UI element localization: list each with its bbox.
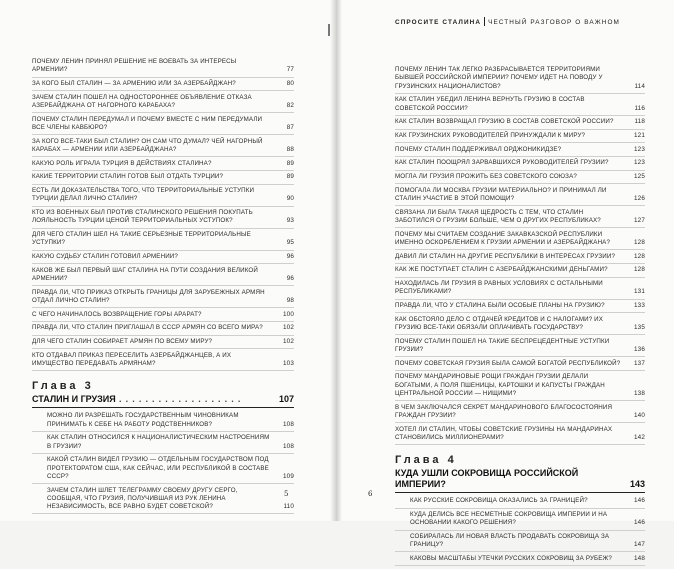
chapter-3-title: СТАЛИН И ГРУЗИЯ bbox=[32, 394, 116, 405]
toc-entry[interactable] bbox=[32, 487, 294, 515]
toc-entry-page: 135 bbox=[634, 324, 645, 331]
toc-entry[interactable] bbox=[395, 253, 645, 264]
toc-entry-title: ЗАЧЕМ СТАЛИН ШЛЕТ ТЕЛЕГРАММУ СВОЕМУ ДРУГУ СЕРГО, СООБЩАЯ, ЧТО ГРУЗИЯ, ПОЛУЧИВШАЯ ИЗ РУК ЛЕНИНА НЕЗАВИСИМОСТЬ, ВСЕ РАВНО БУДЕТ СОВЕТСКОЙ? bbox=[47, 486, 238, 511]
toc-entry-title: КАКОЙ СТАЛИН ВИДЕЛ ГРУЗИЮ — ОТДЕЛЬНЫМ ГОСУДАРСТВОМ ПОД ПРОТЕКТОРАТОМ США, КАК СЕЙЧАС, ИЛИ РЕСПУБЛИКОЙ В СОСТАВЕ СССР? bbox=[47, 456, 269, 480]
toc-entry-title: ДЛЯ ЧЕГО СТАЛИН СОБИРАЕТ АРМЯН ПО ВСЕМУ МИРУ? bbox=[32, 337, 213, 345]
toc-entry[interactable] bbox=[395, 316, 645, 336]
toc-entry-page: 140 bbox=[634, 411, 645, 419]
toc-entry[interactable] bbox=[32, 187, 294, 207]
toc-entry[interactable] bbox=[32, 80, 294, 91]
toc-entry-page: 80 bbox=[286, 79, 294, 87]
toc-entry-page: 148 bbox=[634, 554, 645, 562]
toc-entry[interactable] bbox=[395, 426, 645, 446]
toc-entry[interactable] bbox=[32, 209, 294, 229]
toc-entry-page: 90 bbox=[286, 195, 294, 203]
toc-entry-title: КАК СТАЛИН ВОЗВРАЩАЛ ГРУЗИЮ В СОСТАВ СОВЕТСКОЙ РОССИИ? bbox=[395, 118, 614, 126]
toc-entry-page: 88 bbox=[286, 145, 294, 153]
toc-entry-page: 103 bbox=[283, 359, 294, 367]
chapter-4-title: КУДА УШЛИ СОКРОВИЩА РОССИЙСКОЙ ИМПЕРИИ? bbox=[395, 468, 579, 490]
toc-entry-title: КАКОВЫ МАСШТАБЫ УТЕЧКИ РУССКИХ СОКРОВИЩ ЗА РУБЕЖ? bbox=[410, 554, 612, 562]
toc-entry-title: КАК ОБСТОЯЛО ДЕЛО С ОТДАЧЕЙ КРЕДИТОВ И С НАЛОГАМИ? ИХ ГРУЗИЮ ВСЕ-ТАКИ ОБЯЗАЛИ ОПЛАЧИВАТЬ ГОСУДАРСТВУ? bbox=[395, 315, 604, 331]
toc-entry-title: МОЖНО ЛИ РАЗРЕШАТЬ ГОСУДАРСТВЕННЫМ ЧИНОВНИКАМ ПРИНИМАТЬ К СЕБЕ НА РАБОТУ РОДСТВЕННИКОВ? bbox=[47, 412, 239, 428]
toc-entry[interactable] bbox=[32, 434, 294, 454]
toc-entry[interactable] bbox=[395, 209, 645, 229]
running-head-separator bbox=[484, 17, 485, 26]
toc-entry-title: СВЯЗАНА ЛИ БЫЛА ТАКАЯ ЩЕДРОСТЬ С ТЕМ, ЧТО СТАЛИН ЗАБОТИЛСЯ О ГРУЗИИ БОЛЬШЕ, ЧЕМ О ДРУГИХ РЕСПУБЛИКАХ? bbox=[395, 208, 601, 224]
toc-entry-title: ЗАЧЕМ СТАЛИН ПОШЕЛ НА ОДНОСТОРОННЕЕ ОБЪЯВЛЕНИЕ ОТКАЗА АЗЕРБАЙДЖАНА ОТ НАГОРНОГО КАРАБАХА? bbox=[32, 93, 252, 109]
toc-entry-page: 116 bbox=[634, 104, 645, 112]
toc-entry[interactable] bbox=[32, 311, 294, 322]
toc-entry-title: ПОЧЕМУ СТАЛИН ПОДДЕРЖИВАЛ ОРДЖОНИКИДЗЕ? bbox=[395, 145, 562, 153]
toc-entry-page: 93 bbox=[286, 217, 294, 225]
toc-entry[interactable] bbox=[395, 231, 645, 251]
toc-entry-page: 136 bbox=[634, 345, 645, 353]
toc-entry[interactable] bbox=[395, 533, 645, 553]
toc-entry-title: КАКУЮ СУДЬБУ СТАЛИН ГОТОВИЛ АРМЕНИИ? bbox=[32, 252, 178, 260]
page-number-right: 6 bbox=[368, 490, 373, 498]
toc-entry-title: КАК ЖЕ ПОСТУПАЕТ СТАЛИН С АЗЕРБАЙДЖАНСКИМИ ДЕНЬГАМИ? bbox=[395, 266, 608, 274]
toc-entry-title: ХОТЕЛ ЛИ СТАЛИН, ЧТОБЫ СОВЕТСКИЕ ГРУЗИНЫ НА МАНДАРИНАХ СТАНОВИЛИСЬ МИЛЛИОНЕРАМИ? bbox=[395, 425, 613, 441]
chapter-4-page: 143 bbox=[629, 479, 645, 490]
toc-entry-page: 98 bbox=[286, 296, 294, 304]
toc-entry-page: 114 bbox=[634, 82, 645, 90]
toc-entry[interactable] bbox=[32, 412, 294, 432]
toc-entry-page: 87 bbox=[286, 123, 294, 131]
toc-entry-page: 137 bbox=[634, 359, 645, 367]
toc-entry-page: 96 bbox=[286, 274, 294, 282]
toc-entry-title: ПРАВДА ЛИ, ЧТО У СТАЛИНА БЫЛИ ОСОБЫЕ ПЛАНЫ НА ГРУЗИЮ? bbox=[395, 302, 605, 310]
toc-entry-title: КАК СТАЛИН ПООЩРЯЛ ЗАРВАВШИХСЯ РУКОВОДИТЕЛЕЙ ГРУЗИИ? bbox=[395, 159, 609, 167]
toc-entry-title: КТО ОТДАВАЛ ПРИКАЗ ПЕРЕСЕЛИТЬ АЗЕРБАЙДЖАНЦЕВ, А ИХ ИМУЩЕСТВО ПЕРЕДАВАТЬ АРМЯНАМ? bbox=[32, 351, 232, 367]
toc-entry-title: СОБИРАЛАСЬ ЛИ НОВАЯ ВЛАСТЬ ПРОДАВАТЬ СОКРОВИЩА ЗА ГРАНИЦУ? bbox=[410, 532, 610, 549]
left-table-of-contents bbox=[32, 58, 294, 517]
toc-entry[interactable] bbox=[32, 160, 294, 171]
toc-entry-title: НАХОДИЛАСЬ ЛИ ГРУЗИЯ В РАВНЫХ УСЛОВИЯХ С ОСТАЛЬНЫМИ РЕСПУБЛИКАМИ? bbox=[395, 280, 603, 296]
toc-entry[interactable] bbox=[32, 94, 294, 114]
left-entries-top bbox=[32, 58, 294, 371]
toc-entry[interactable] bbox=[395, 146, 645, 157]
toc-entry[interactable] bbox=[32, 138, 294, 158]
toc-entry-title: КАКИЕ ТЕРРИТОРИИ СТАЛИН ГОТОВ БЫЛ ОТДАТЬ ТУРЦИИ? bbox=[32, 173, 224, 181]
toc-entry-page: 100 bbox=[283, 310, 294, 318]
toc-entry[interactable] bbox=[395, 404, 645, 424]
toc-entry[interactable] bbox=[32, 456, 294, 484]
toc-entry-title: ПОЧЕМУ МАНДАРИНОВЫЕ РОЩИ ГРАЖДАН ГРУЗИИ ДЕЛАЛИ БОГАТЫМИ, А ПОЛЯ ПШЕНИЦЫ, КАРТОШКИ И КАПУСТЫ ГРАЖДАН ЦЕНТРАЛЬНОЙ РОССИИ — НИЩИМИ? bbox=[395, 373, 605, 397]
toc-entry-page: 118 bbox=[634, 118, 645, 126]
toc-entry[interactable] bbox=[32, 253, 294, 264]
chapter-4-label: Глава 4 bbox=[395, 454, 457, 467]
toc-entry[interactable] bbox=[395, 96, 645, 116]
toc-entry-title: ПОЧЕМУ МЫ СЧИТАЕМ СОЗДАНИЕ ЗАКАВКАЗСКОЙ РЕСПУБЛИКИ ИМЕННО ОСКОРБЛЕНИЕМ К ГРУЗИИ АРМЕНИИ И АЗЕРБАЙДЖАНА? bbox=[395, 230, 611, 246]
toc-entry-page: 108 bbox=[283, 420, 294, 428]
toc-entry[interactable] bbox=[32, 324, 294, 335]
toc-entry-title: КАКУЮ РОЛЬ ИГРАЛА ТУРЦИЯ В ДЕЙСТВИЯХ СТАЛИНА? bbox=[32, 159, 212, 167]
toc-entry[interactable] bbox=[32, 267, 294, 287]
toc-entry[interactable] bbox=[395, 360, 645, 371]
bookmark-marker bbox=[328, 24, 330, 36]
toc-entry[interactable] bbox=[32, 58, 294, 78]
toc-entry-title: КАК ГРУЗИНСКИХ РУКОВОДИТЕЛЕЙ ПРИНУЖДАЛИ К МИРУ? bbox=[395, 131, 586, 139]
toc-entry[interactable] bbox=[32, 289, 294, 309]
toc-entry[interactable] bbox=[395, 187, 645, 207]
right-entries-top bbox=[395, 66, 645, 445]
toc-entry-title: ЕСТЬ ЛИ ДОКАЗАТЕЛЬСТВА ТОГО, ЧТО ТЕРРИТОРИАЛЬНЫЕ УСТУПКИ ТУРЦИИ ДЕЛАЛ ЛИЧНО СТАЛИН? bbox=[32, 187, 255, 203]
toc-entry-title: С ЧЕГО НАЧИНАЛОСЬ ВОЗВРАЩЕНИЕ ГОРЫ АРАРАТ? bbox=[32, 310, 202, 318]
toc-entry[interactable] bbox=[395, 173, 645, 184]
toc-entry-page: 146 bbox=[634, 519, 645, 527]
page-number-left: 5 bbox=[284, 490, 289, 498]
toc-entry-page: 125 bbox=[634, 173, 645, 181]
toc-entry-title: ДЛЯ ЧЕГО СТАЛИН ШЕЛ НА ТАКИЕ СЕРЬЕЗНЫЕ ТЕРРИТОРИАЛЬНЫЕ УСТУПКИ? bbox=[32, 230, 251, 247]
toc-entry[interactable] bbox=[395, 338, 645, 358]
toc-entry-page: 128 bbox=[634, 266, 645, 274]
chapter-3-page: 107 bbox=[278, 394, 294, 405]
running-head bbox=[395, 17, 620, 26]
toc-entry-title: ПОЧЕМУ СТАЛИН ПОШЕЛ НА ТАКИЕ БЕСПРЕЦЕДЕНТНЫЕ УСТУПКИ ГРУЗИИ? bbox=[395, 337, 610, 353]
toc-entry-page: 95 bbox=[286, 239, 294, 247]
toc-entry-page: 102 bbox=[283, 337, 294, 345]
toc-entry[interactable] bbox=[395, 266, 645, 277]
toc-entry[interactable] bbox=[395, 497, 645, 508]
left-entries-bottom bbox=[32, 412, 294, 514]
toc-entry-page: 126 bbox=[634, 195, 645, 202]
chapter-3-label: Глава 3 bbox=[32, 380, 94, 393]
toc-entry[interactable] bbox=[395, 159, 645, 170]
toc-entry[interactable] bbox=[395, 555, 645, 566]
chapter-3-title-row[interactable]: СТАЛИН И ГРУЗИЯ . . . . . . . . . . . . . . . . . . . 107 bbox=[32, 394, 294, 408]
toc-entry[interactable] bbox=[32, 338, 294, 349]
toc-entry-title: КАК СТАЛИН УБЕДИЛ ЛЕНИНА ВЕРНУТЬ ГРУЗИЮ В СОСТАВ СОВЕТСКОЙ РОССИИ? bbox=[395, 96, 585, 112]
running-head-subtitle: ЧЕСТНЫЙ РАЗГОВОР О ВАЖНОМ bbox=[488, 19, 620, 26]
toc-entry-title: ПОЧЕМУ СОВЕТСКАЯ ГРУЗИЯ БЫЛА САМОЙ БОГАТОЙ РЕСПУБЛИКОЙ? bbox=[395, 359, 621, 367]
toc-entry-page: 96 bbox=[286, 252, 294, 260]
toc-entry-title: КУДА ДЕЛИСЬ ВСЕ НЕСМЕТНЫЕ СОКРОВИЩА ИМПЕРИИ И НА ОСНОВАНИИ КАКОГО РЕШЕНИЯ? bbox=[410, 510, 608, 527]
toc-entry[interactable] bbox=[32, 116, 294, 136]
toc-entry-title: ЗА КОГО БЫЛ СТАЛИН — ЗА АРМЕНИЮ ИЛИ ЗА АЗЕРБАЙДЖАН? bbox=[32, 79, 236, 87]
chapter-4-title-row[interactable] bbox=[395, 468, 645, 493]
toc-entry-page: 109 bbox=[283, 472, 294, 480]
toc-entry-title: ПОЧЕМУ СТАЛИН ПЕРЕДУМАЛ И ПОЧЕМУ ВМЕСТЕ С НИМ ПЕРЕДУМАЛИ ВСЕ ЧЛЕНЫ КАВБЮРО? bbox=[32, 115, 263, 131]
running-head-title: СПРОСИТЕ СТАЛИНА bbox=[395, 19, 482, 26]
toc-entry-title: ПОЧЕМУ ЛЕНИН ТАК ЛЕГКО РАЗБРАСЫВАЕТСЯ ТЕРРИТОРИЯМИ БЫВШЕЙ РОССИЙСКОЙ ИМПЕРИИ? ПОЧЕМУ ИДЕТ НА ПОВОДУ У ГРУЗИНСКИХ НАЦИОНАЛИСТОВ? bbox=[395, 66, 603, 90]
toc-entry[interactable] bbox=[32, 173, 294, 184]
toc-entry[interactable] bbox=[395, 280, 645, 300]
toc-entry-title: ПРАВДА ЛИ, ЧТО СТАЛИН ПРИГЛАШАЛ В СССР АРМЯН СО ВСЕГО МИРА? bbox=[32, 324, 263, 332]
toc-entry-page: 128 bbox=[634, 252, 645, 260]
toc-entry-page: 110 bbox=[283, 503, 294, 511]
toc-entry-page: 102 bbox=[283, 324, 294, 332]
toc-entry-page: 123 bbox=[634, 145, 645, 153]
toc-entry[interactable] bbox=[395, 132, 645, 143]
toc-entry-page: 142 bbox=[634, 433, 645, 441]
toc-entry-title: КАК СТАЛИН ОТНОСИЛСЯ К НАЦИОНАЛИСТИЧЕСКИМ НАСТРОЕНИЯМ В ГРУЗИИ? bbox=[47, 434, 270, 450]
toc-entry-title: ДАВИЛ ЛИ СТАЛИН НА ДРУГИЕ РЕСПУБЛИКИ В ИНТЕРЕСАХ ГРУЗИИ? bbox=[395, 252, 616, 260]
toc-entry[interactable] bbox=[395, 373, 645, 401]
toc-entry-title: МОГЛА ЛИ ГРУЗИЯ ПРОЖИТЬ БЕЗ СОВЕТСКОГО СОЮЗА? bbox=[395, 173, 577, 181]
toc-entry[interactable] bbox=[32, 352, 294, 372]
toc-entry-page: 123 bbox=[634, 159, 645, 167]
toc-entry-page: 128 bbox=[634, 238, 645, 246]
toc-entry[interactable] bbox=[32, 231, 294, 251]
book-gutter bbox=[330, 0, 342, 521]
toc-entry-title: ПРАВДА ЛИ, ЧТО ПРИКАЗ ОТКРЫТЬ ГРАНИЦЫ ДЛЯ ЗАРУБЕЖНЫХ АРМЯН ОТДАЛ ЛИЧНО СТАЛИН? bbox=[32, 288, 265, 304]
right-table-of-contents bbox=[395, 66, 645, 569]
toc-entry[interactable] bbox=[395, 302, 645, 313]
toc-entry-page: 133 bbox=[634, 302, 645, 310]
toc-entry-title: ЗА КОГО ВСЕ-ТАКИ БЫЛ СТАЛИН? ОН САМ ЧТО ДУМАЛ? ЧЕЙ НАГОРНЫЙ КАРАБАХ — АРМЕНИИ ИЛИ АЗЕРБАЙДЖАНА? bbox=[32, 137, 263, 153]
toc-entry-title: КТО ИЗ ВОЕННЫХ БЫЛ ПРОТИВ СТАЛИНСКОГО РЕШЕНИЯ ПОКУПАТЬ ЛОЯЛЬНОСТЬ ТУРЦИИ ЦЕНОЙ ТЕРРИТОРИАЛЬНЫХ УСТУПОК? bbox=[32, 208, 253, 225]
toc-entry[interactable] bbox=[395, 118, 645, 129]
toc-entry-page: 138 bbox=[634, 389, 645, 397]
toc-entry-title: ПОЧЕМУ ЛЕНИН ПРИНЯЛ РЕШЕНИЕ НЕ ВОЕВАТЬ ЗА ИНТЕРЕСЫ АРМЕНИИ? bbox=[32, 58, 237, 74]
toc-entry-page: 89 bbox=[286, 159, 294, 167]
toc-entry-page: 127 bbox=[634, 216, 645, 224]
toc-entry-title: В ЧЕМ ЗАКЛЮЧАЛСЯ СЕКРЕТ МАНДАРИНОВОГО БЛАГОСОСТОЯНИЯ ГРАЖДАН ГРУЗИИ? bbox=[395, 403, 613, 419]
toc-entry-page: 82 bbox=[286, 101, 294, 109]
toc-entry-page: 77 bbox=[286, 66, 294, 74]
toc-entry-page: 121 bbox=[634, 131, 645, 139]
toc-entry-page: 108 bbox=[283, 442, 294, 450]
toc-entry-page: 146 bbox=[634, 497, 645, 505]
toc-entry-page: 89 bbox=[286, 173, 294, 181]
toc-entry-title: ПОМОГАЛА ЛИ МОСКВА ГРУЗИИ МАТЕРИАЛЬНО? И ПРИНИМАЛ ЛИ СТАЛИН УЧАСТИЕ В ЭТОЙ ПОМОЩИ? bbox=[395, 186, 607, 202]
toc-entry-page: 147 bbox=[634, 541, 645, 549]
toc-entry-page: 131 bbox=[634, 288, 645, 296]
right-entries-bottom bbox=[395, 497, 645, 566]
toc-entry-title: КАКОВ ЖЕ БЫЛ ПЕРВЫЙ ШАГ СТАЛИНА НА ПУТИ СОЗДАНИЯ ВЕЛИКОЙ АРМЕНИИ? bbox=[32, 266, 258, 282]
toc-entry-title: КАК РУССКИЕ СОКРОВИЩА ОКАЗАЛИСЬ ЗА ГРАНИЦЕЙ? bbox=[410, 497, 588, 505]
toc-entry[interactable] bbox=[395, 66, 645, 94]
